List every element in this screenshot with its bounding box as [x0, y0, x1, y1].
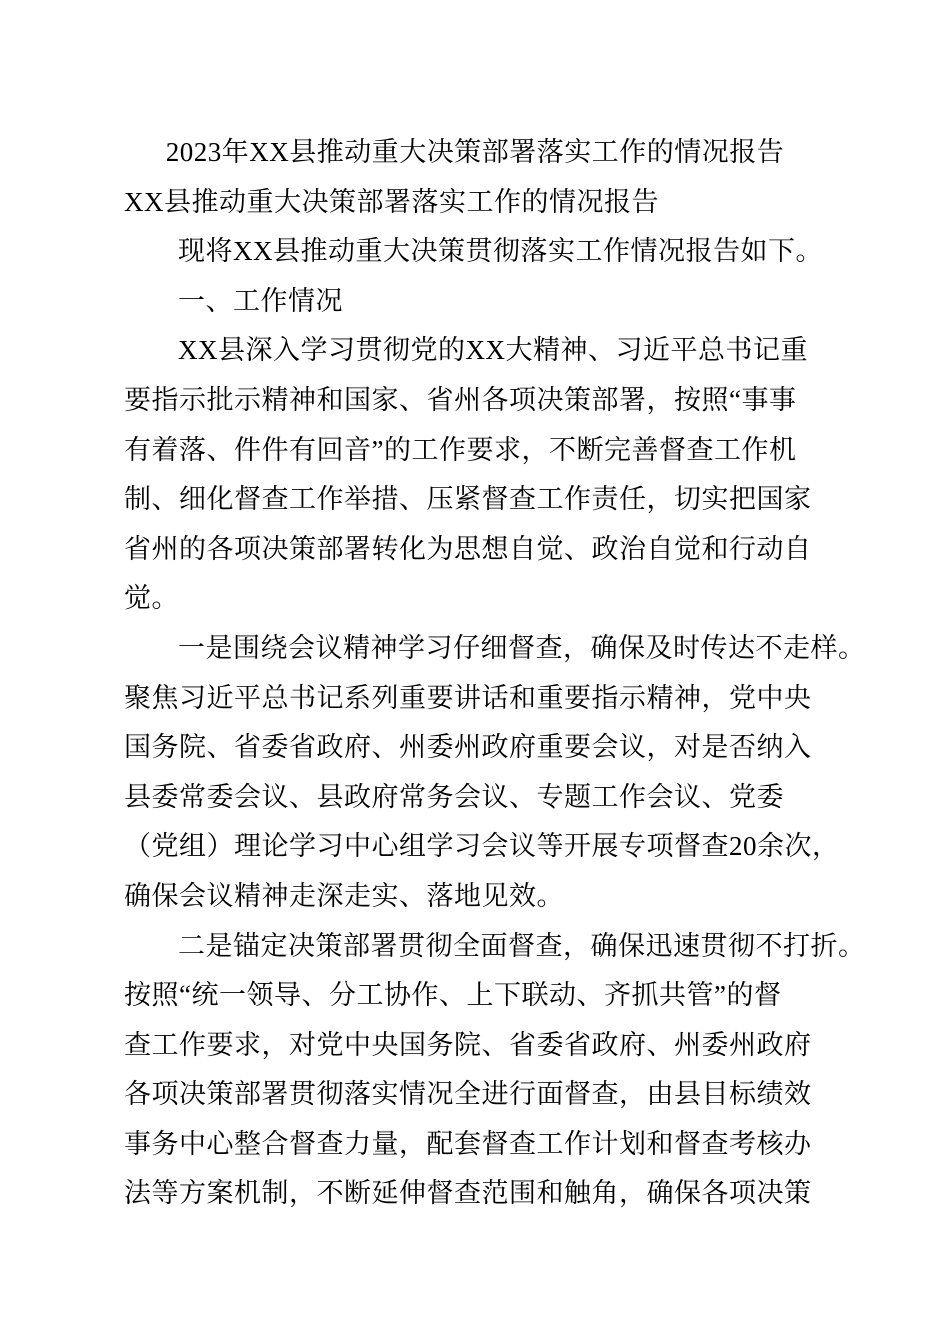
document-title-line: 2023年XX县推动重大决策部署落实工作的情况报告: [165, 137, 785, 167]
text-line: 制、细化督查工作举措、压紧督查工作责任，切实把国家: [124, 484, 812, 515]
text-line: 一、工作情况: [178, 285, 343, 316]
text-line: 觉。: [124, 583, 179, 614]
text-line: 法等方案机制，不断延伸督查范围和触角，确保各项决策: [124, 1178, 812, 1209]
text-line: 县委常委会议、县政府常务会议、专题工作会议、党委: [124, 781, 784, 812]
text-line: 有着落、件件有回音”的工作要求，不断完善督查工作机: [124, 434, 797, 465]
text-line: 聚焦习近平总书记系列重要讲话和重要指示精神，党中央: [124, 682, 812, 713]
text-line: 查工作要求，对党中央国务院、省委省政府、州委州政府: [124, 1029, 812, 1060]
text-line: 省州的各项决策部署转化为思想自觉、政治自觉和行动自: [124, 533, 812, 564]
text-line: 事务中心整合督查力量，配套督查工作计划和督查考核办: [124, 1128, 812, 1159]
text-line: 确保会议精神走深走实、落地见效。: [124, 880, 564, 911]
text-line: 二是锚定决策部署贯彻全面督查，确保迅速贯彻不打折。: [178, 930, 866, 961]
text-line: 按照“统一领导、分工协作、上下联动、齐抓共管”的督: [124, 980, 782, 1011]
text-line: （党组）理论学习中心组学习会议等开展专项督查20余次，: [124, 831, 840, 862]
text-line: 各项决策部署贯彻落实情况全进行面督查，由县目标绩效: [124, 1079, 812, 1110]
text-line: 国务院、省委省政府、州委州政府重要会议，对是否纳入: [124, 732, 812, 763]
text-line: XX县推动重大决策部署落实工作的情况报告: [124, 186, 659, 217]
document-body: [124, 128, 866, 1219]
text-line: 一是围绕会议精神学习仔细督查，确保及时传达不走样。: [178, 632, 866, 663]
text-line: 现将XX县推动重大决策贯彻落实工作情况报告如下。: [178, 236, 823, 267]
text-line: 要指示批示精神和国家、省州各项决策部署，按照“事事: [124, 384, 797, 415]
text-line: XX县深入学习贯彻党的XX大精神、习近平总书记重: [178, 335, 808, 366]
